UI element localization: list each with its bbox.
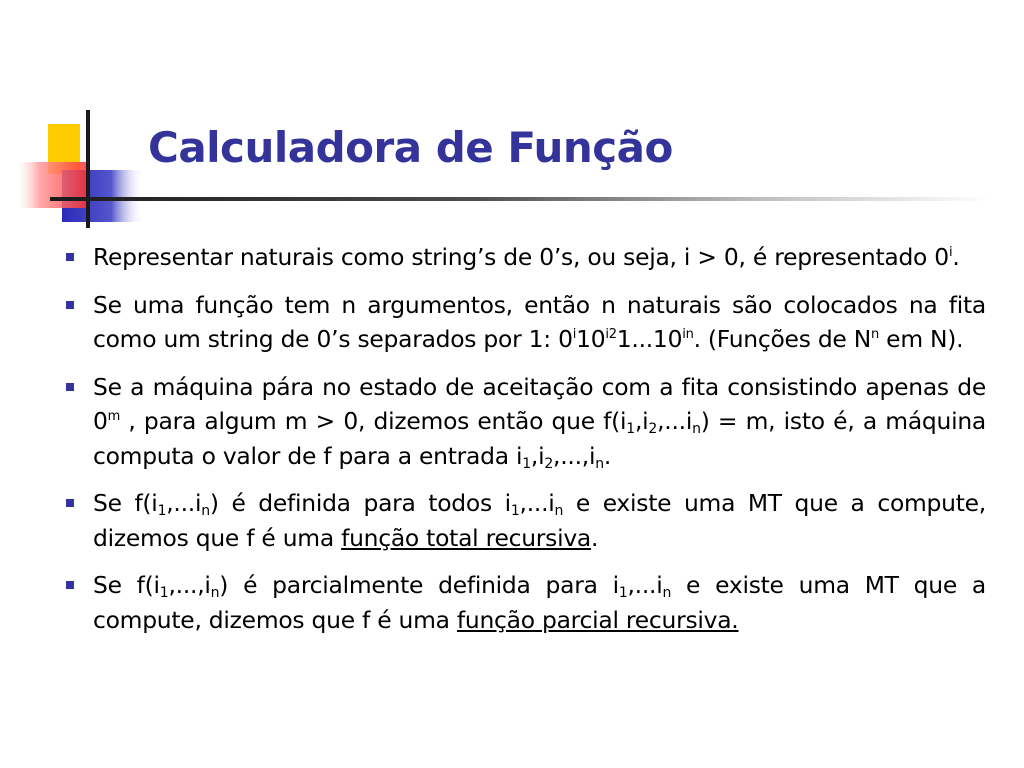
title-divider xyxy=(50,197,990,201)
term-total-recursive: função total recursiva xyxy=(341,523,592,552)
bullet-marker-icon xyxy=(66,383,74,391)
slide-logo xyxy=(0,0,160,240)
bullet-list xyxy=(64,240,986,650)
bullet-marker-icon xyxy=(66,499,74,507)
term-partial-recursive: função parcial recursiva. xyxy=(456,605,739,634)
bullet-item: Se $f(i_1,...,i_n)$ é parcialmente definida para $i_1,...i_n$ e existe uma MT que a compute, dizemos que f é uma função parcial recursiva. xyxy=(64,568,986,637)
bullet-item: Se uma função tem n argumentos, então n naturais são colocados na fita como um string de 0’s separados por 1: $0^i10^{i2}1...10^{in}$. (Funções de $N^n$ em N). xyxy=(64,288,986,357)
logo-red-square xyxy=(14,162,86,208)
logo-vertical-line xyxy=(86,110,90,228)
bullet-marker-icon xyxy=(66,253,74,261)
bullet-item: Se a máquina pára no estado de aceitação com a fita consistindo apenas de 0$^m$ , para algum m > 0, dizemos então que $f(i_1,i_2,...i_n) = m$, isto é, a máquina computa o valor de f para a entrada $i_1,i_2,...,i_n$. xyxy=(64,370,986,474)
slide-title: Calculadora de Função xyxy=(148,123,673,172)
bullet-item: Se $f(i_1,...i_n)$ é definida para todos $i_1,...i_n$ e existe uma MT que a compute, dizemos que f é uma função total recursiva. xyxy=(64,486,986,555)
bullet-marker-icon xyxy=(66,301,74,309)
bullet-marker-icon xyxy=(66,581,74,589)
bullet-item: Representar naturais como string’s de 0’s, ou seja, i > 0, é representado 0$^i$. xyxy=(64,240,986,275)
